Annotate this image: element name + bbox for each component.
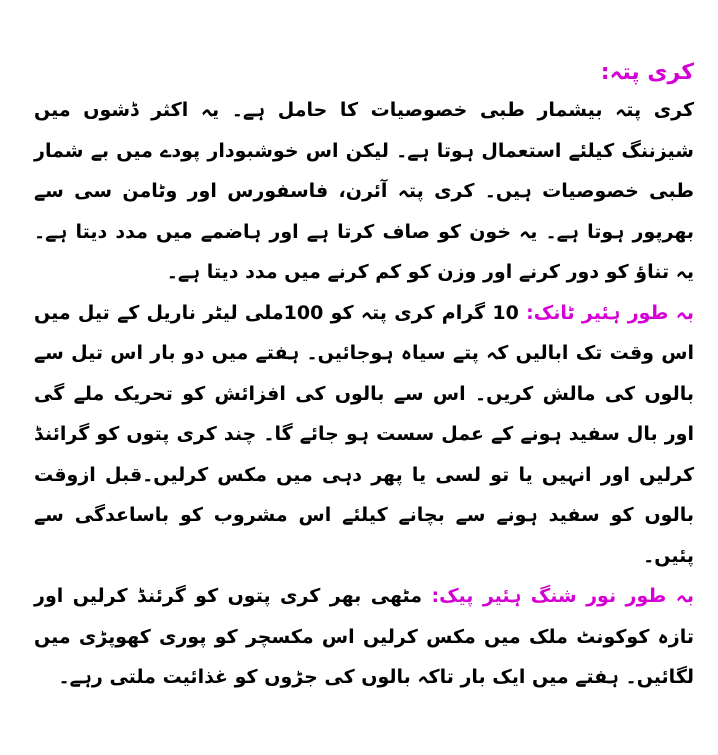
section-heading: بہ طور نور شنگ ہئیر پیک: [431,585,694,607]
section-body: 10 گرام کری پتہ کو 100ملی لیٹر ناریل کے تیل میں اس وقت تک ابالیں کہ پتے سیاہ ہوجائیں۔ ہفتے میں دو بار اس تیل سے بالوں کی مالش کریں۔ اس سے بالوں کی افزائش کو تحریک ملے گی اور بال سفید ہونے کے عمل سست ہو جائے گا۔ چند کری پتوں کو گرائنڈ کرلیں اور انہیں یا تو لسی یا پھر دہی میں مکس کرلیں۔قبل ازوقت بالوں کو سفید ہونے سے بچانے کیلئے اس مشروب کو باساعدگی سے پئیں۔ [34,301,694,567]
document-page [34,56,694,698]
section-body: مٹھی بھر کری پتوں کو گرئنڈ کرلیں اور تازہ کوکونٹ ملک میں مکس کرلیں اس مکسچر کو پوری کھوپڑی میں لگائیں۔ ہفتے میں ایک بار تاکہ بالوں کی جڑوں کو غذائیت ملتی رہے۔ [34,585,694,688]
document-title: کری پتہ: [600,60,694,85]
section-hair-pack [34,576,694,698]
section-hair-tonic [34,293,694,577]
intro-paragraph: کری پتہ بیشمار طبی خصوصیات کا حامل ہے۔ یہ اکثر ڈشوں میں شیزننگ کیلئے استعمال ہوتا ہے۔ لیکن اس خوشبودار پودے میں بے شمار طبی خصوصیات ہیں۔ کری پتہ آئرن، فاسفورس اور وٹامن سی سے بھرپور ہوتا ہے۔ یہ خون کو صاف کرتا ہے اور ہاضمے میں مدد دیتا ہے۔ یہ تناؤ کو دور کرنے اور وزن کو کم کرنے میں مدد دیتا ہے۔ [34,99,694,283]
section-heading: بہ طور ہئیر ٹانک: [526,301,695,324]
